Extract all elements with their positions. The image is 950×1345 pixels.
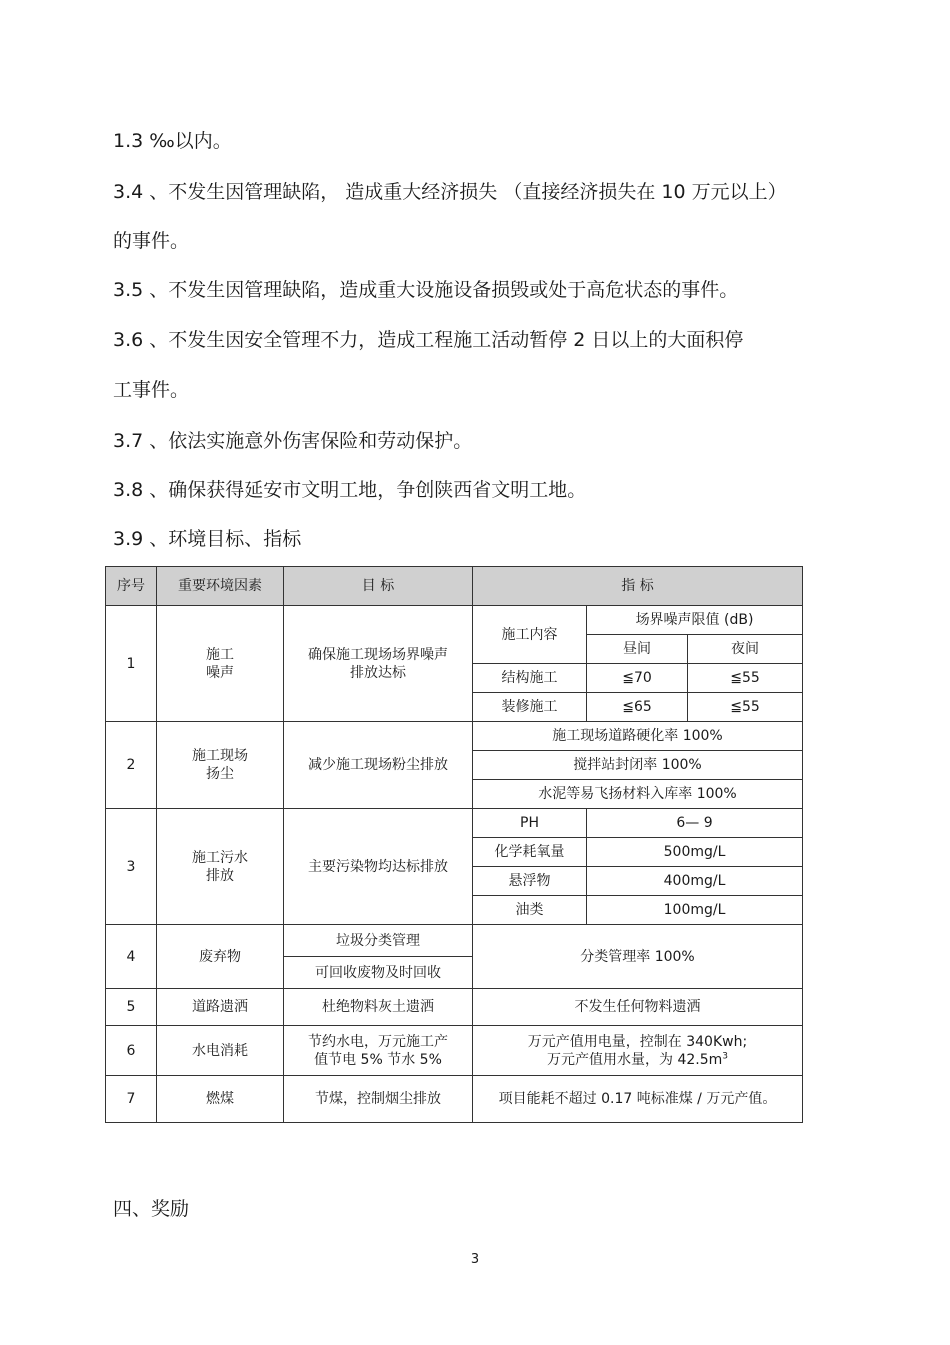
para-3-7: 3.7 、依法实施意外伤害保险和劳动保护。	[113, 430, 473, 452]
cell: ≦55	[688, 664, 803, 693]
row-no: 2	[106, 722, 157, 809]
row-factor: 燃煤	[157, 1076, 284, 1123]
night-label: 夜间	[688, 635, 803, 664]
row-goal	[284, 606, 473, 722]
row-no: 1	[106, 606, 157, 722]
cell: 油类	[473, 896, 587, 925]
row-no: 5	[106, 989, 157, 1026]
para-3-9: 3.9 、环境目标、指标	[113, 528, 302, 550]
factor-line: 噪声	[206, 664, 234, 681]
page-number: 3	[470, 1252, 480, 1267]
row-no: 4	[106, 925, 157, 989]
factor-line: 施工现场	[192, 748, 248, 764]
para-3-5: 3.5 、不发生因管理缺陷，造成重大设施设备损毁或处于高危状态的事件。	[113, 279, 739, 301]
para-3-8: 3.8 、确保获得延安市文明工地，争创陕西省文明工地。	[113, 479, 587, 501]
goal-line: 值节电 5% 节水 5%	[314, 1051, 442, 1068]
goal-line: 确保施工现场场界噪声	[308, 646, 448, 663]
cell: 分类管理率 100%	[473, 925, 803, 989]
row-goal: 减少施工现场粉尘排放	[284, 722, 473, 809]
para-3-4-cont: 的事件。	[113, 230, 190, 252]
cell: 垃圾分类管理	[284, 925, 473, 957]
cell: 施工现场道路硬化率 100%	[473, 722, 803, 751]
construction-content-label: 施工内容	[473, 606, 587, 664]
table-row	[106, 925, 803, 957]
row-factor: 道路遗洒	[157, 989, 284, 1026]
cell: 结构施工	[473, 664, 587, 693]
header-goal: 目 标	[284, 567, 473, 606]
table-row	[106, 989, 803, 1026]
cell	[473, 1026, 803, 1076]
cell: 可回收废物及时回收	[284, 957, 473, 989]
header-indicator: 指 标	[473, 567, 803, 606]
table-row	[106, 1026, 803, 1076]
row-no: 7	[106, 1076, 157, 1123]
day-label: 昼间	[587, 635, 688, 664]
cell: 500mg/L	[587, 838, 803, 867]
cell: 项目能耗不超过 0.17 吨标准煤 / 万元产值。	[473, 1076, 803, 1123]
para-3-6: 3.6 、不发生因安全管理不力，造成工程施工活动暂停 2 日以上的大面积停	[113, 329, 744, 351]
indicator-text: 万元产值用水量，为 42.5m	[547, 1051, 723, 1068]
cell: 6— 9	[587, 809, 803, 838]
cell: 100mg/L	[587, 896, 803, 925]
factor-line: 扬尘	[206, 766, 234, 782]
superscript: 3	[722, 1050, 728, 1061]
table-row	[106, 809, 803, 838]
table-row	[106, 722, 803, 751]
cell: ≦55	[688, 693, 803, 722]
goal-line: 节约水电，万元施工产	[308, 1033, 448, 1050]
cell: 化学耗氧量	[473, 838, 587, 867]
cell: 搅拌站封闭率 100%	[473, 751, 803, 780]
goal-line: 排放达标	[350, 664, 406, 681]
cell: 装修施工	[473, 693, 587, 722]
indicator-line	[477, 1051, 798, 1069]
row-goal	[284, 1026, 473, 1076]
cell: 不发生任何物料遗洒	[473, 989, 803, 1026]
row-factor: 废弃物	[157, 925, 284, 989]
cell: ≦70	[587, 664, 688, 693]
table-row	[106, 606, 803, 635]
cell: ≦65	[587, 693, 688, 722]
environment-targets-table	[105, 566, 803, 1123]
cell: 悬浮物	[473, 867, 587, 896]
table-header-row	[106, 567, 803, 606]
cell: 水泥等易飞扬材料入库率 100%	[473, 780, 803, 809]
row-factor	[157, 606, 284, 722]
section-heading-rewards: 四、奖励	[113, 1198, 190, 1220]
cell: PH	[473, 809, 587, 838]
row-goal: 节煤，控制烟尘排放	[284, 1076, 473, 1123]
indicator-line: 万元产值用电量，控制在 340Kwh;	[527, 1033, 748, 1050]
row-no: 3	[106, 809, 157, 925]
table-row	[106, 1076, 803, 1123]
factor-line: 施工	[206, 646, 234, 663]
row-goal: 杜绝物料灰土遗洒	[284, 989, 473, 1026]
row-factor: 水电消耗	[157, 1026, 284, 1076]
noise-limit-label: 场界噪声限值 (dB)	[587, 606, 803, 635]
row-factor	[157, 809, 284, 925]
factor-line: 排放	[206, 867, 234, 884]
para-3-6-cont: 工事件。	[113, 379, 190, 401]
row-goal: 主要污染物均达标排放	[284, 809, 473, 925]
header-no: 序号	[106, 567, 157, 606]
para-1-3: 1.3 ‰以内。	[113, 130, 232, 152]
para-3-4: 3.4 、不发生因管理缺陷， 造成重大经济损失 （直接经济损失在 10 万元以上）	[113, 181, 787, 203]
factor-line: 施工污水	[192, 849, 248, 866]
row-factor	[157, 722, 284, 809]
header-factor: 重要环境因素	[157, 567, 284, 606]
cell: 400mg/L	[587, 867, 803, 896]
row-no: 6	[106, 1026, 157, 1076]
